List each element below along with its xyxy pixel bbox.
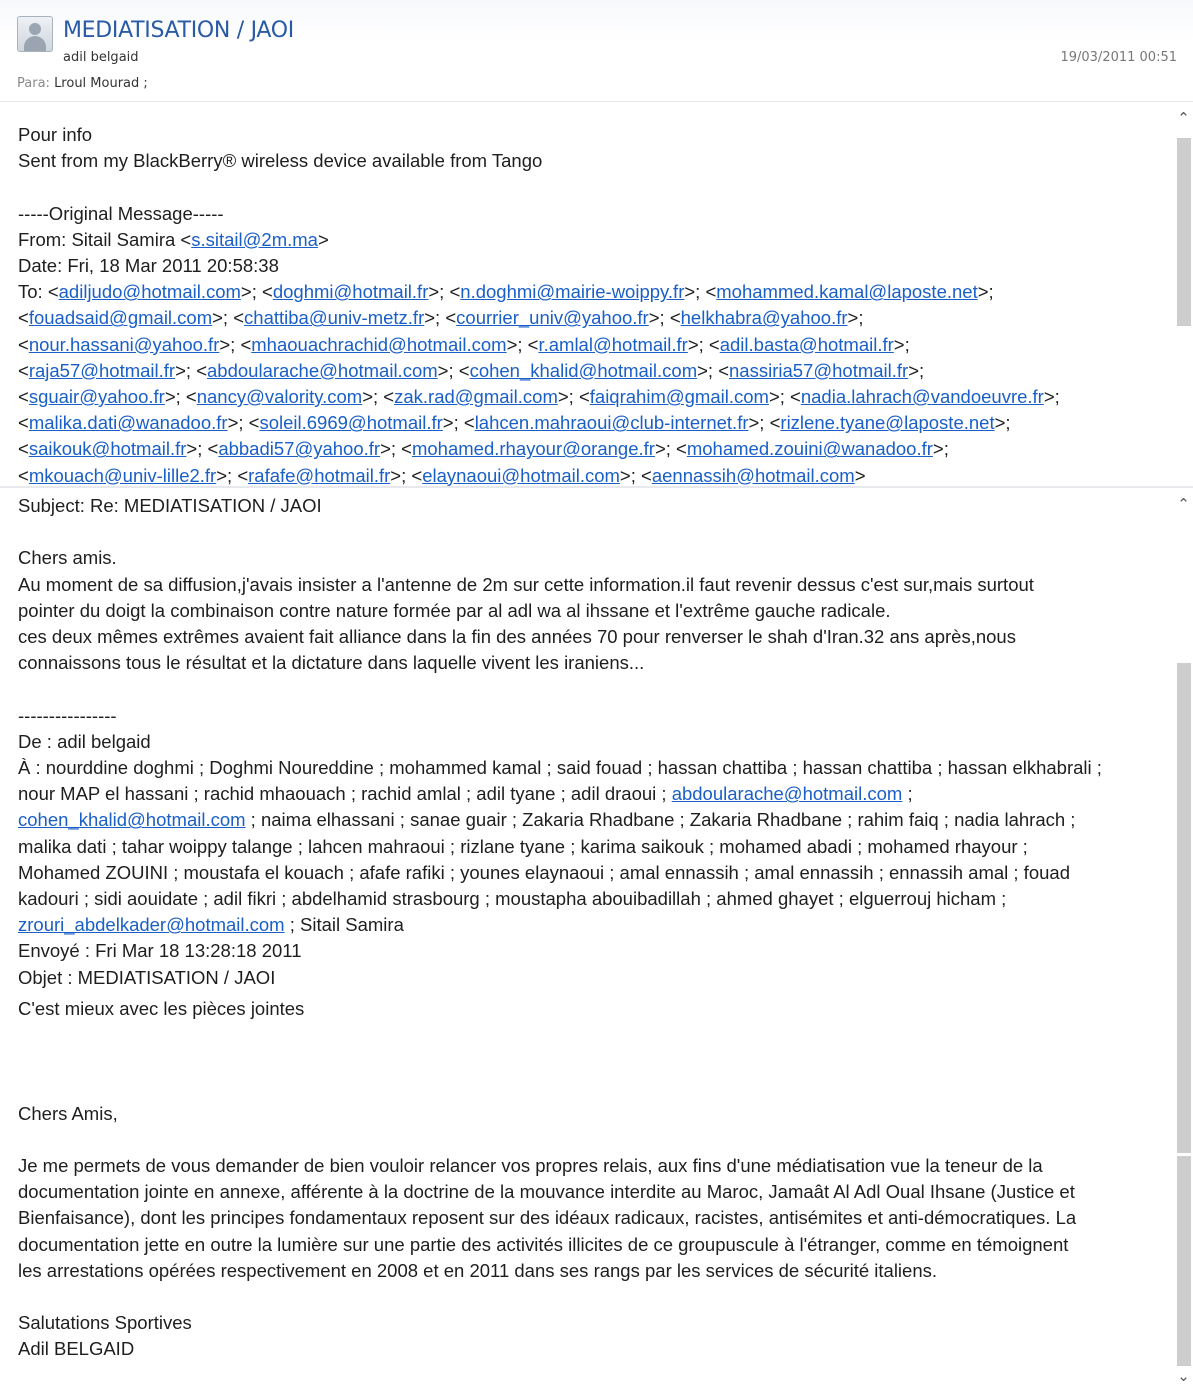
from-line xyxy=(18,227,1168,253)
to-recipient[interactable]: Lroul Mourad ; xyxy=(54,76,148,91)
email-link[interactable]: zrouri_abdelkader@hotmail.com xyxy=(18,914,285,936)
email-link[interactable]: mkouach@univ-lille2.fr xyxy=(28,464,217,486)
body-line: Chers Amis, xyxy=(18,1102,118,1124)
email-link[interactable]: mhaouachrachid@hotmail.com xyxy=(251,333,507,355)
avatar-body xyxy=(24,36,46,52)
body-line: connaissons tous le résultat et la dictature dans laquelle vivent les iraniens... xyxy=(18,652,645,674)
object-line: Objet : MEDIATISATION / JAOI xyxy=(18,966,276,988)
email-link[interactable]: adil.basta@hotmail.fr xyxy=(719,333,894,355)
a-text: ; naima elhassani ; sanae guair ; Zakaria Rhadbane ; Zakaria Rhadbane ; rahim faiq ; nadia lahrach ; xyxy=(245,809,1076,831)
email-link[interactable]: abdoularache@hotmail.com xyxy=(207,359,438,381)
body-line: Je me permets de vous demander de bien vouloir relancer vos propres relais, aux fins d'une médiatisation vue la teneur de la xyxy=(18,1154,1043,1176)
email-link[interactable]: abdoularache@hotmail.com xyxy=(671,783,903,805)
body-line: Chers amis. xyxy=(18,547,117,569)
scrollbar-top[interactable] xyxy=(1174,102,1193,487)
email-link[interactable]: nadia.lahrach@vandoeuvre.fr xyxy=(800,386,1044,408)
body-line: pointer du doigt la combinaison contre nature formée par al adl wa al ihssane et l'extrême gauche radicale. xyxy=(18,599,891,621)
chevron-up-icon[interactable]: ⌃ xyxy=(1177,495,1190,513)
email-link[interactable]: n.doghmi@mairie-woippy.fr xyxy=(460,281,685,303)
email-link[interactable]: cohen_khalid@hotmail.com xyxy=(469,359,698,381)
email-link[interactable]: lahcen.mahraoui@club-internet.fr xyxy=(474,412,749,434)
body-line: documentation jointe en annexe, afférente à la doctrine de la mouvance interdite au Maroc, Jamaât Al Adl Oual Ihsane (Justice et xyxy=(18,1181,1075,1203)
a-line: Mohamed ZOUINI ; moustafa el kouach ; afafe rafiki ; younes elaynaoui ; amal ennassih ; amal ennassih ; ennassih amal ; fouad xyxy=(18,861,1070,883)
date-line: Date: Fri, 18 Mar 2011 20:58:38 xyxy=(18,255,279,276)
email-link[interactable]: abbadi57@yahoo.fr xyxy=(218,438,381,460)
email-link[interactable]: mohamed.zouini@wanadoo.fr xyxy=(686,438,933,460)
to-row: <sguair@yahoo.fr>; <nancy@valority.com>; <zak.rad@gmail.com>; <faiqrahim@gmail.com>; <nadia.lahrach@vandoeuvre.fr>; xyxy=(18,386,1060,408)
body-line: -----Original Message----- xyxy=(18,202,224,224)
email-link[interactable]: saikouk@hotmail.fr xyxy=(28,438,187,460)
to-row: <nour.hassani@yahoo.fr>; <mhaouachrachid@hotmail.com>; <r.amlal@hotmail.fr>; <adil.basta@hotmail.fr>; xyxy=(18,333,910,355)
email-link[interactable]: zak.rad@gmail.com xyxy=(394,386,558,408)
email-link[interactable]: courrier_univ@yahoo.fr xyxy=(456,307,649,329)
email-link[interactable]: cohen_khalid@hotmail.com xyxy=(18,809,246,831)
email-link[interactable]: rafafe@hotmail.fr xyxy=(248,464,391,486)
email-link[interactable]: s.sitail@2m.ma xyxy=(191,228,318,250)
email-link[interactable]: faiqrahim@gmail.com xyxy=(589,386,769,408)
sender-name[interactable]: adil belgaid xyxy=(63,50,139,65)
email-link[interactable]: sguair@yahoo.fr xyxy=(28,386,165,408)
to-prefix: To: xyxy=(18,281,48,303)
body-line: Pour info xyxy=(18,124,93,145)
to-row: To: <adiljudo@hotmail.com>; <doghmi@hotmail.fr>; <n.doghmi@mairie-woippy.fr>; <mohammed.kamal@laposte.net>; xyxy=(18,281,994,303)
a-line: kadouri ; sidi aouidate ; adil fikri ; abdelhamid strasbourg ; moustapha abouibadillah ; ahmed ghayet ; elguerrouj hicham ; xyxy=(18,888,1007,910)
subject-line: Subject: Re: MEDIATISATION / JAOI xyxy=(18,495,322,516)
to-row: <malika.dati@wanadoo.fr>; <soleil.6969@hotmail.fr>; <lahcen.mahraoui@club-internet.fr>; <rizlene.tyane@laposte.net>; xyxy=(18,412,1011,434)
message-body-bottom xyxy=(18,493,1168,1363)
a-text: ; xyxy=(902,783,913,805)
email-link[interactable]: fouadsaid@gmail.com xyxy=(28,307,213,329)
body-line: Bienfaisance), dont les principes fondamentaux reposent sur des idéaux radicaux, racistes, antisémites et anti-démocratiques. La xyxy=(18,1207,1077,1229)
email-link[interactable]: adiljudo@hotmail.com xyxy=(58,281,241,303)
to-row: <raja57@hotmail.fr>; <abdoularache@hotmail.com>; <cohen_khalid@hotmail.com>; <nassiria57@hotmail.fr>; xyxy=(18,359,925,381)
signoff-line: Salutations Sportives xyxy=(18,1312,192,1334)
email-link[interactable]: soleil.6969@hotmail.fr xyxy=(259,412,443,434)
de-line: De : adil belgaid xyxy=(18,730,151,752)
to-recipients-list xyxy=(18,279,1168,487)
email-link[interactable]: helkhabra@yahoo.fr xyxy=(680,307,848,329)
scroll-thumb[interactable] xyxy=(1177,138,1191,326)
email-link[interactable]: aennassih@hotmail.com xyxy=(651,464,855,486)
bracket: > xyxy=(317,228,329,250)
a-line xyxy=(18,781,1168,807)
to-row: <fouadsaid@gmail.com>; <chattiba@univ-metz.fr>; <courrier_univ@yahoo.fr>; <helkhabra@yahoo.fr>; xyxy=(18,307,864,329)
body-line: ces deux mêmes extrêmes avaient fait alliance dans la fin des années 70 pour renverser le shah d'Iran.32 ans après,nous xyxy=(18,626,1016,647)
email-link[interactable]: doghmi@hotmail.fr xyxy=(272,281,429,303)
email-link[interactable]: elaynaoui@hotmail.com xyxy=(422,464,620,486)
body-line: Au moment de sa diffusion,j'avais insister a l'antenne de 2m sur cette information.il faut revenir dessus c'est sur,mais surtout xyxy=(18,573,1034,595)
email-link[interactable]: rizlene.tyane@laposte.net xyxy=(780,412,995,434)
message-subject: MEDIATISATION / JAOI xyxy=(63,18,294,43)
email-link[interactable]: mohammed.kamal@laposte.net xyxy=(716,281,978,303)
scroll-thumb-lower[interactable] xyxy=(1177,1156,1191,1366)
email-link[interactable]: nour.hassani@yahoo.fr xyxy=(28,333,220,355)
recipients-line xyxy=(17,76,148,91)
body-line: documentation jette en outre la lumière sur une partie des activités illicites de ce groupuscule à l'étranger, comme en témoignent xyxy=(18,1233,1069,1255)
chevron-down-icon[interactable]: ⌄ xyxy=(1177,1367,1190,1385)
a-line xyxy=(18,807,1168,833)
message-header xyxy=(0,0,1193,102)
message-body-pane-top[interactable] xyxy=(0,102,1193,487)
to-row: <saikouk@hotmail.fr>; <abbadi57@yahoo.fr>; <mohamed.rhayour@orange.fr>; <mohamed.zouini@wanadoo.fr>; xyxy=(18,438,949,460)
body-line: les arrestations opérées respectivement en 2008 et en 2011 dans ses rangs par les services de sécurité italiens. xyxy=(18,1259,938,1281)
email-link[interactable]: raja57@hotmail.fr xyxy=(28,359,176,381)
a-text: ; Sitail Samira xyxy=(284,914,404,936)
message-body-pane-bottom[interactable] xyxy=(0,488,1193,1390)
email-link[interactable]: mohamed.rhayour@orange.fr xyxy=(411,438,655,460)
a-line: malika dati ; tahar woippy talange ; lahcen mahraoui ; rizlane tyane ; karima saikouk ; mohamed abadi ; mohamed rhayour ; xyxy=(18,835,1028,857)
to-label: Para: xyxy=(17,76,50,91)
to-row: <mkouach@univ-lille2.fr>; <rafafe@hotmail.fr>; <elaynaoui@hotmail.com>; <aennassih@hotmail.com> xyxy=(18,464,866,486)
email-link[interactable]: r.amlal@hotmail.fr xyxy=(538,333,688,355)
sent-line: Envoyé : Fri Mar 18 13:28:18 2011 xyxy=(18,940,302,962)
a-line xyxy=(18,912,1168,938)
from-label: From: Sitail Samira < xyxy=(18,228,192,250)
contact-avatar-icon[interactable] xyxy=(17,16,53,52)
signature-line: Adil BELGAID xyxy=(18,1338,135,1360)
chevron-up-icon[interactable]: ⌃ xyxy=(1177,109,1190,127)
body-line: Sent from my BlackBerry® wireless device available from Tango xyxy=(18,150,543,172)
avatar-head xyxy=(29,23,41,35)
body-line: C'est mieux avec les pièces jointes xyxy=(18,997,305,1019)
a-line: À : nourddine doghmi ; Doghmi Noureddine ; mohammed kamal ; said fouad ; hassan chattiba ; hassan chattiba ; hassan elkhabrali ; xyxy=(18,757,1102,778)
email-link[interactable]: chattiba@univ-metz.fr xyxy=(244,307,425,329)
scrollbar-bottom[interactable] xyxy=(1174,488,1193,1390)
a-text: nour MAP el hassani ; rachid mhaouach ; rachid amlal ; adil tyane ; adil draoui ; xyxy=(18,783,672,805)
email-link[interactable]: nancy@valority.com xyxy=(196,386,363,408)
message-date: 19/03/2011 00:51 xyxy=(1060,50,1177,65)
message-body-top xyxy=(18,122,1168,487)
scroll-thumb[interactable] xyxy=(1177,663,1191,1153)
separator-line: ---------------- xyxy=(18,704,117,726)
email-link[interactable]: malika.dati@wanadoo.fr xyxy=(28,412,228,434)
email-link[interactable]: nassiria57@hotmail.fr xyxy=(729,359,909,381)
